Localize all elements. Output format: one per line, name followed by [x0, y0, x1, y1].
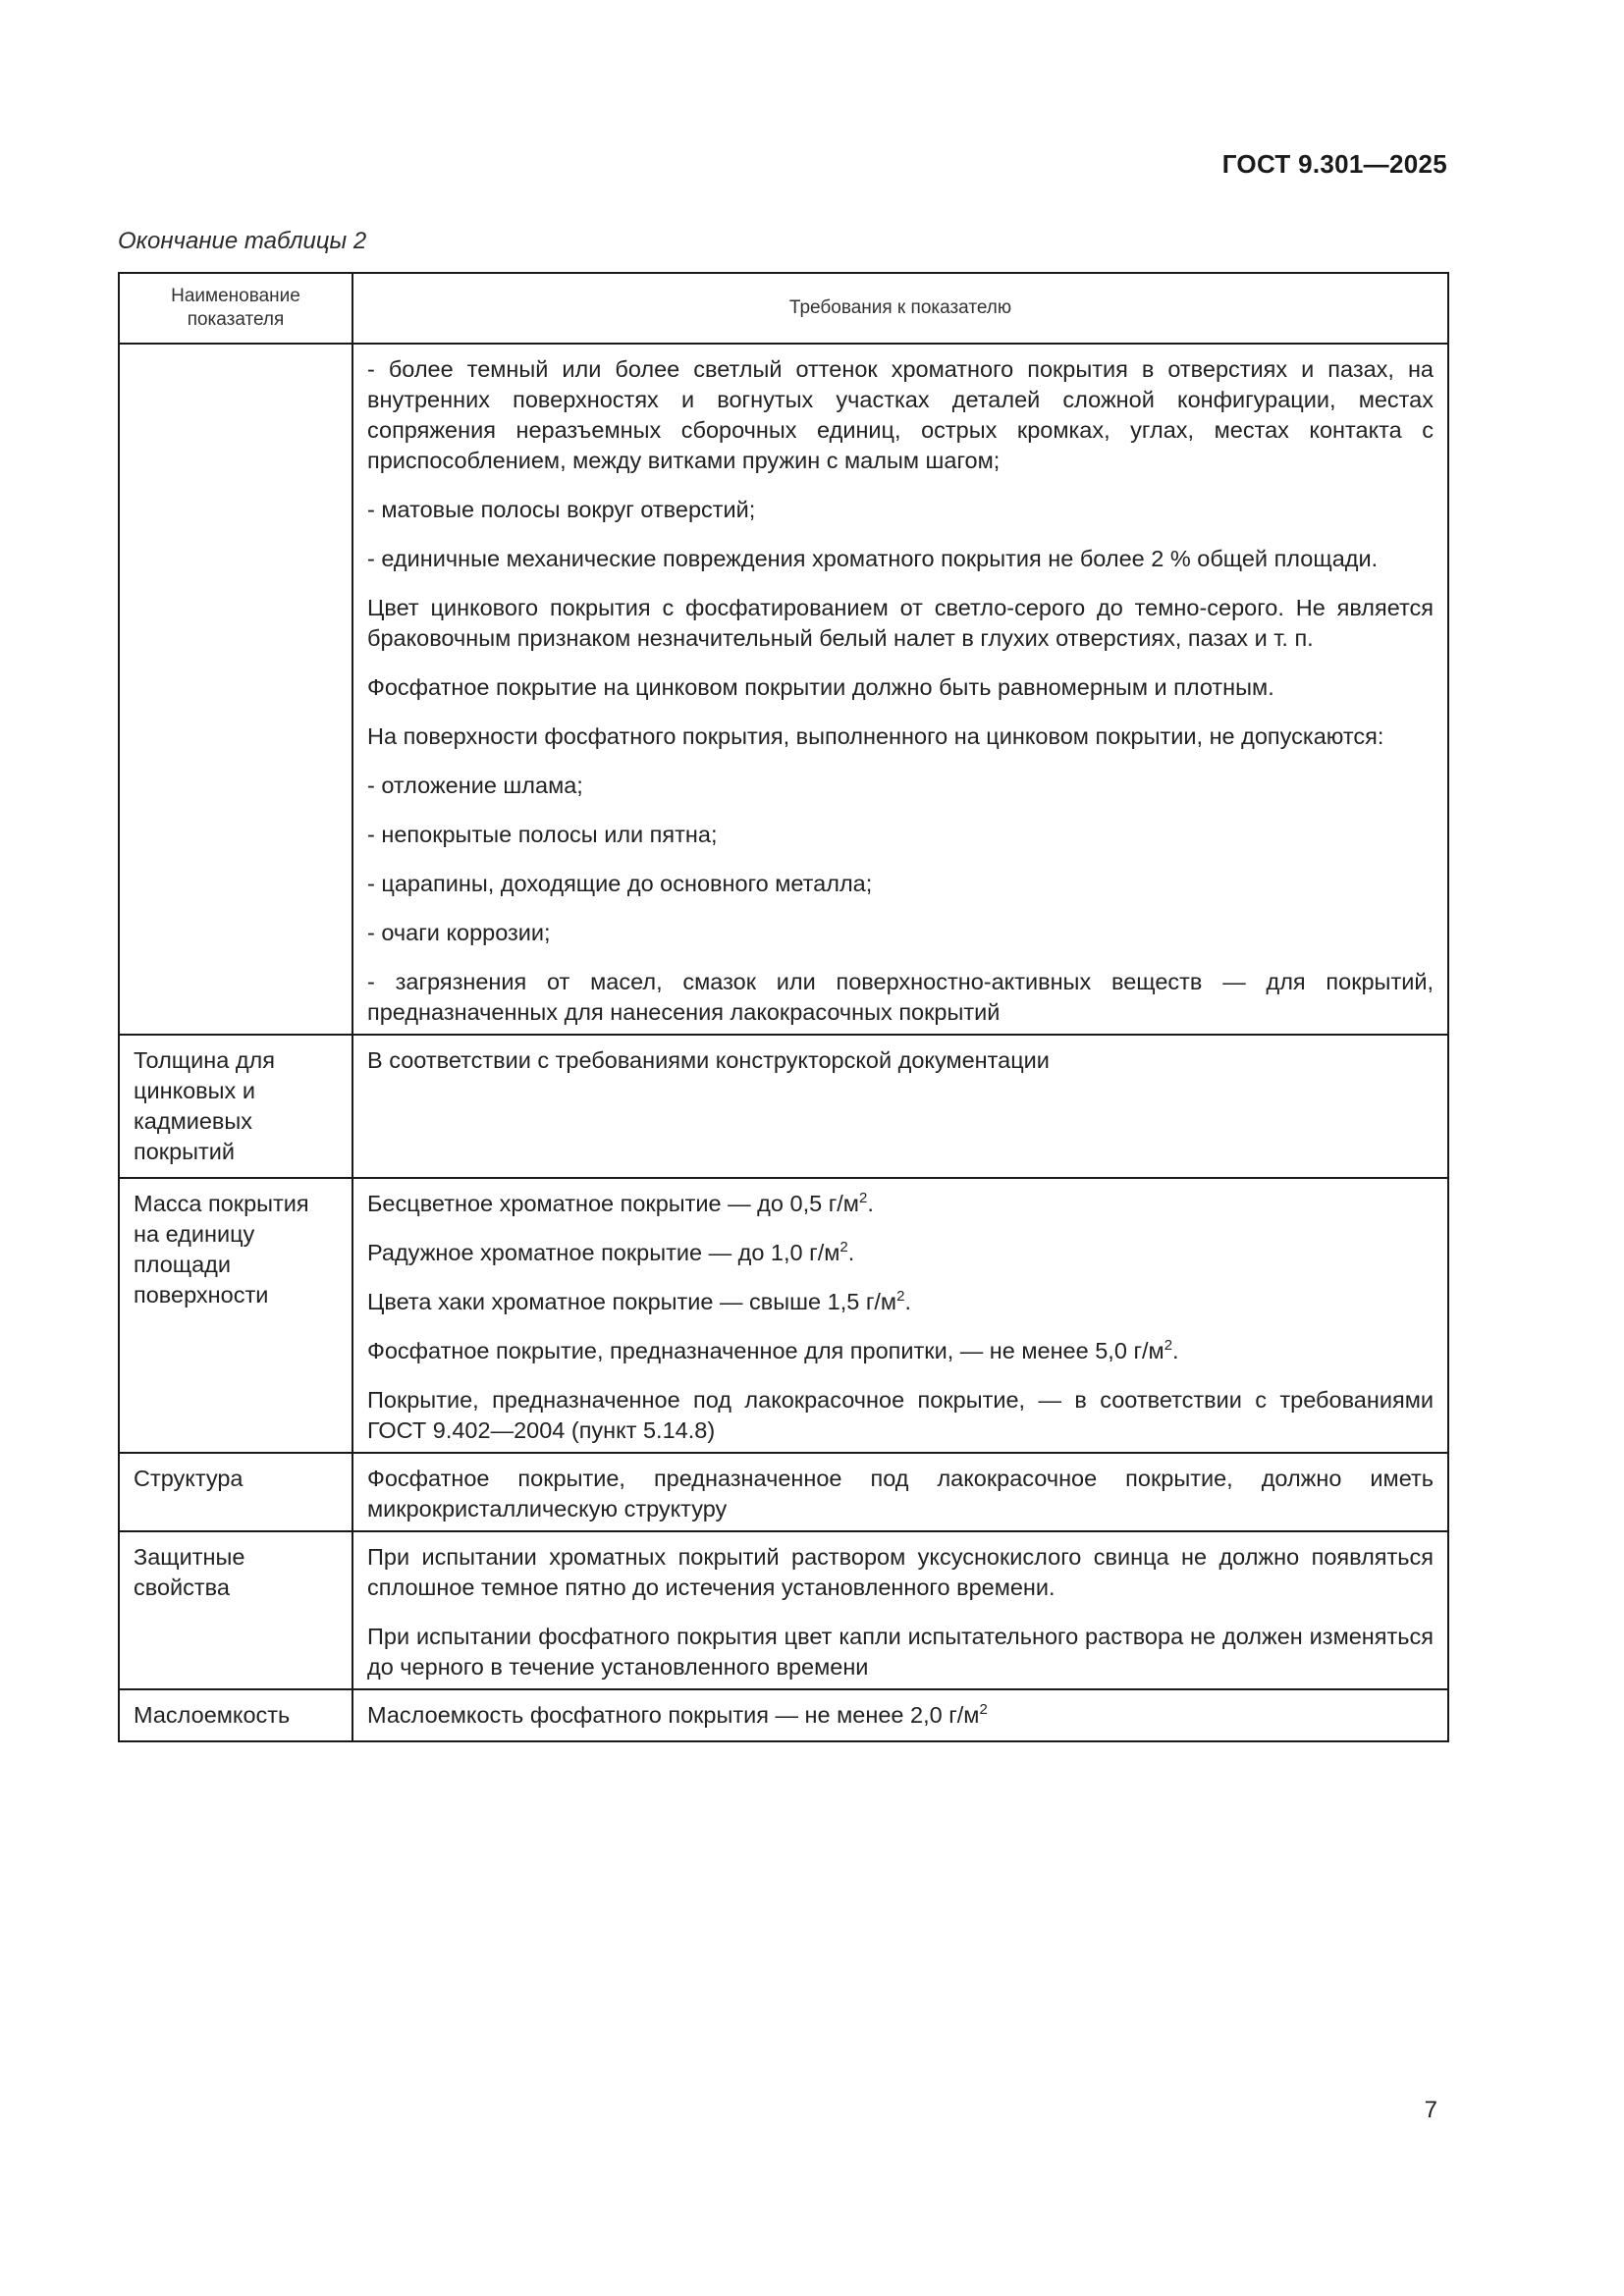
table-row-structure — [119, 1453, 1448, 1531]
indicator-name-cell: Масса покрытия на единицу площади поверхности — [119, 1178, 352, 1453]
requirements-cell — [352, 1689, 1448, 1741]
requirement-text: Бесцветное хроматное покрытие — до 0,5 $г/м^2$. — [367, 1190, 874, 1216]
table-header-row — [119, 273, 1448, 344]
requirement-item: - единичные механические повреждения хроматного покрытия не более 2 % общей площади. — [367, 546, 1379, 571]
indicator-name-cell: Маслоемкость — [119, 1689, 352, 1741]
table-row-oil-capacity — [119, 1689, 1448, 1741]
requirement-item: - царапины, доходящие до основного металла; — [367, 871, 873, 896]
table-row-thickness — [119, 1035, 1448, 1178]
requirement-text: В соответствии с требованиями конструкторской документации — [367, 1047, 1050, 1073]
indicator-name-cell: Структура — [119, 1453, 352, 1531]
requirements-cell — [352, 1531, 1448, 1689]
page-number: 7 — [1424, 2097, 1437, 2123]
requirement-text: Покрытие, предназначенное под лакокрасочное покрытие, — в соответствии с требованиями ГОСТ 9.402—2004 (пункт 5.14.8) — [367, 1387, 1434, 1443]
table-row-mass — [119, 1178, 1448, 1453]
requirement-text: Маслоемкость фосфатного покрытия — не менее 2,0 $г/м^2$ — [367, 1701, 988, 1728]
document-code: ГОСТ 9.301—2025 — [1221, 149, 1447, 179]
requirement-item: - непокрытые полосы или пятна; — [367, 822, 718, 847]
requirement-text: Радужное хроматное покрытие — до 1,0 $г/м^2$. — [367, 1239, 855, 1265]
requirement-item: - более темный или более светлый оттенок хроматного покрытия в отверстиях и пазах, на внутренних поверхностях и вогнутых участках деталей сложной конфигурации, местах сопряжения неразъемных сборочных единиц, острых кромках, углах, местах контакта с приспособлением, между витками пружин с малым шагом; — [367, 356, 1434, 473]
requirement-text: Фосфатное покрытие, предназначенное для пропитки, — не менее 5,0 $г/м^2$. — [367, 1337, 1179, 1363]
indicator-name-cell: Толщина для цинковых и кадмиевых покрытий — [119, 1035, 352, 1178]
requirement-text: При испытании хроматных покрытий раствором уксуснокислого свинца не должно появляться сплошное темное пятно до истечения установленного времени. — [367, 1544, 1434, 1600]
requirements-cell — [352, 344, 1448, 1035]
requirement-item: - загрязнения от масел, смазок или поверхностно-активных веществ — для покрытий, предназначенных для нанесения лакокрасочных покрытий — [367, 969, 1434, 1025]
table-caption: Окончание таблицы 2 — [118, 228, 367, 254]
header-requirements: Требования к показателю — [352, 273, 1448, 344]
requirement-text: Фосфатное покрытие, предназначенное под лакокрасочное покрытие, должно иметь микрокристаллическую структуру — [367, 1466, 1434, 1522]
requirement-item: - очаги коррозии; — [367, 920, 551, 945]
table-row-protective — [119, 1531, 1448, 1689]
header-indicator-name: Наименование показателя — [119, 273, 352, 344]
table-row-continuation — [119, 344, 1448, 1035]
requirements-table — [118, 272, 1449, 1742]
requirements-cell — [352, 1035, 1448, 1178]
requirement-item: Фосфатное покрытие на цинковом покрытии должно быть равномерным и плотным. — [367, 674, 1274, 700]
requirement-item: - отложение шлама; — [367, 773, 583, 798]
requirement-item: Цвет цинкового покрытия с фосфатированием от светло-серого до темно-серого. Не является браковочным признаком незначительный белый налет в глухих отверстиях, пазах и т. п. — [367, 595, 1434, 651]
requirement-item: На поверхности фосфатного покрытия, выполненного на цинковом покрытии, не допускаются: — [367, 723, 1384, 749]
requirement-item: - матовые полосы вокруг отверстий; — [367, 497, 756, 522]
requirement-text: При испытании фосфатного покрытия цвет капли испытательного раствора не должен изменяться до черного в течение установленного времени — [367, 1624, 1434, 1680]
requirements-cell — [352, 1453, 1448, 1531]
indicator-name-cell: Защитные свойства — [119, 1531, 352, 1689]
indicator-name-cell — [119, 344, 352, 1035]
requirement-text: Цвета хаки хроматное покрытие — свыше 1,5 $г/м^2$. — [367, 1288, 911, 1314]
requirements-cell — [352, 1178, 1448, 1453]
